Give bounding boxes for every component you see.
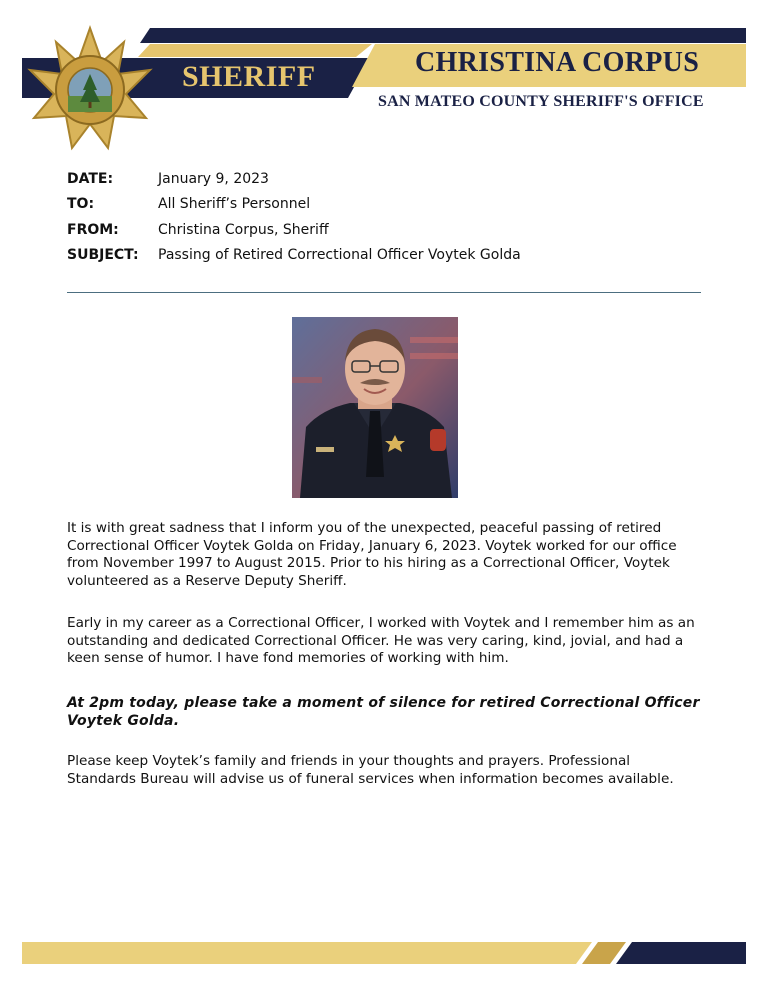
officer-portrait xyxy=(292,317,458,498)
letterhead xyxy=(0,0,768,160)
navy-band-top xyxy=(140,28,746,43)
divider xyxy=(67,292,701,293)
subject-value: Passing of Retired Correctional Officer Voytek Golda xyxy=(158,247,521,264)
subject-label: SUBJECT: xyxy=(67,247,139,264)
paragraph-memories: Early in my career as a Correctional Officer, I worked with Voytek and I remember him as an outstanding and dedicated Correctional Officer. He was very caring, kind, jovial, and had a keen sense of humor. I have fond memories of working with him. xyxy=(67,615,695,666)
sheriff-name: CHRISTINA CORPUS xyxy=(415,47,700,78)
from-value: Christina Corpus, Sheriff xyxy=(158,221,329,238)
paragraph-closing: Please keep Voytek’s family and friends in your thoughts and prayers. Professional Standards Bureau will advise us of funeral services when information becomes available. xyxy=(67,753,674,787)
paragraph-announcement: It is with great sadness that I inform you of the unexpected, peaceful passing of retired Correctional Officer Voytek Golda on Friday, January 6, 2023. Voytek worked for our office from November 1997 to August 2015. Prior to his hiring as a Correctional Officer, Voytek volunteered as a Reserve Deputy Sheriff. xyxy=(67,520,677,589)
memo-subject-row xyxy=(67,243,521,269)
sheriff-star-badge xyxy=(30,28,150,148)
gold-strip xyxy=(138,44,372,57)
to-label: TO: xyxy=(67,196,95,213)
memo-header xyxy=(67,166,521,268)
memo-from-row xyxy=(67,217,521,243)
footer-band xyxy=(0,936,768,976)
to-value: All Sheriff’s Personnel xyxy=(158,196,311,213)
from-label: FROM: xyxy=(67,221,119,238)
date-value: January 9, 2023 xyxy=(158,170,269,187)
memo-to-row xyxy=(67,192,521,218)
memo-date-row xyxy=(67,166,521,192)
date-label: DATE: xyxy=(67,170,114,187)
paragraph-moment-of-silence: At 2pm today, please take a moment of silence for retired Correctional Officer Voytek Golda. xyxy=(67,695,700,729)
sheriff-title: SHERIFF xyxy=(182,60,316,93)
office-name: SAN MATEO COUNTY SHERIFF'S OFFICE xyxy=(378,93,704,110)
letterhead-graphic xyxy=(0,0,768,160)
